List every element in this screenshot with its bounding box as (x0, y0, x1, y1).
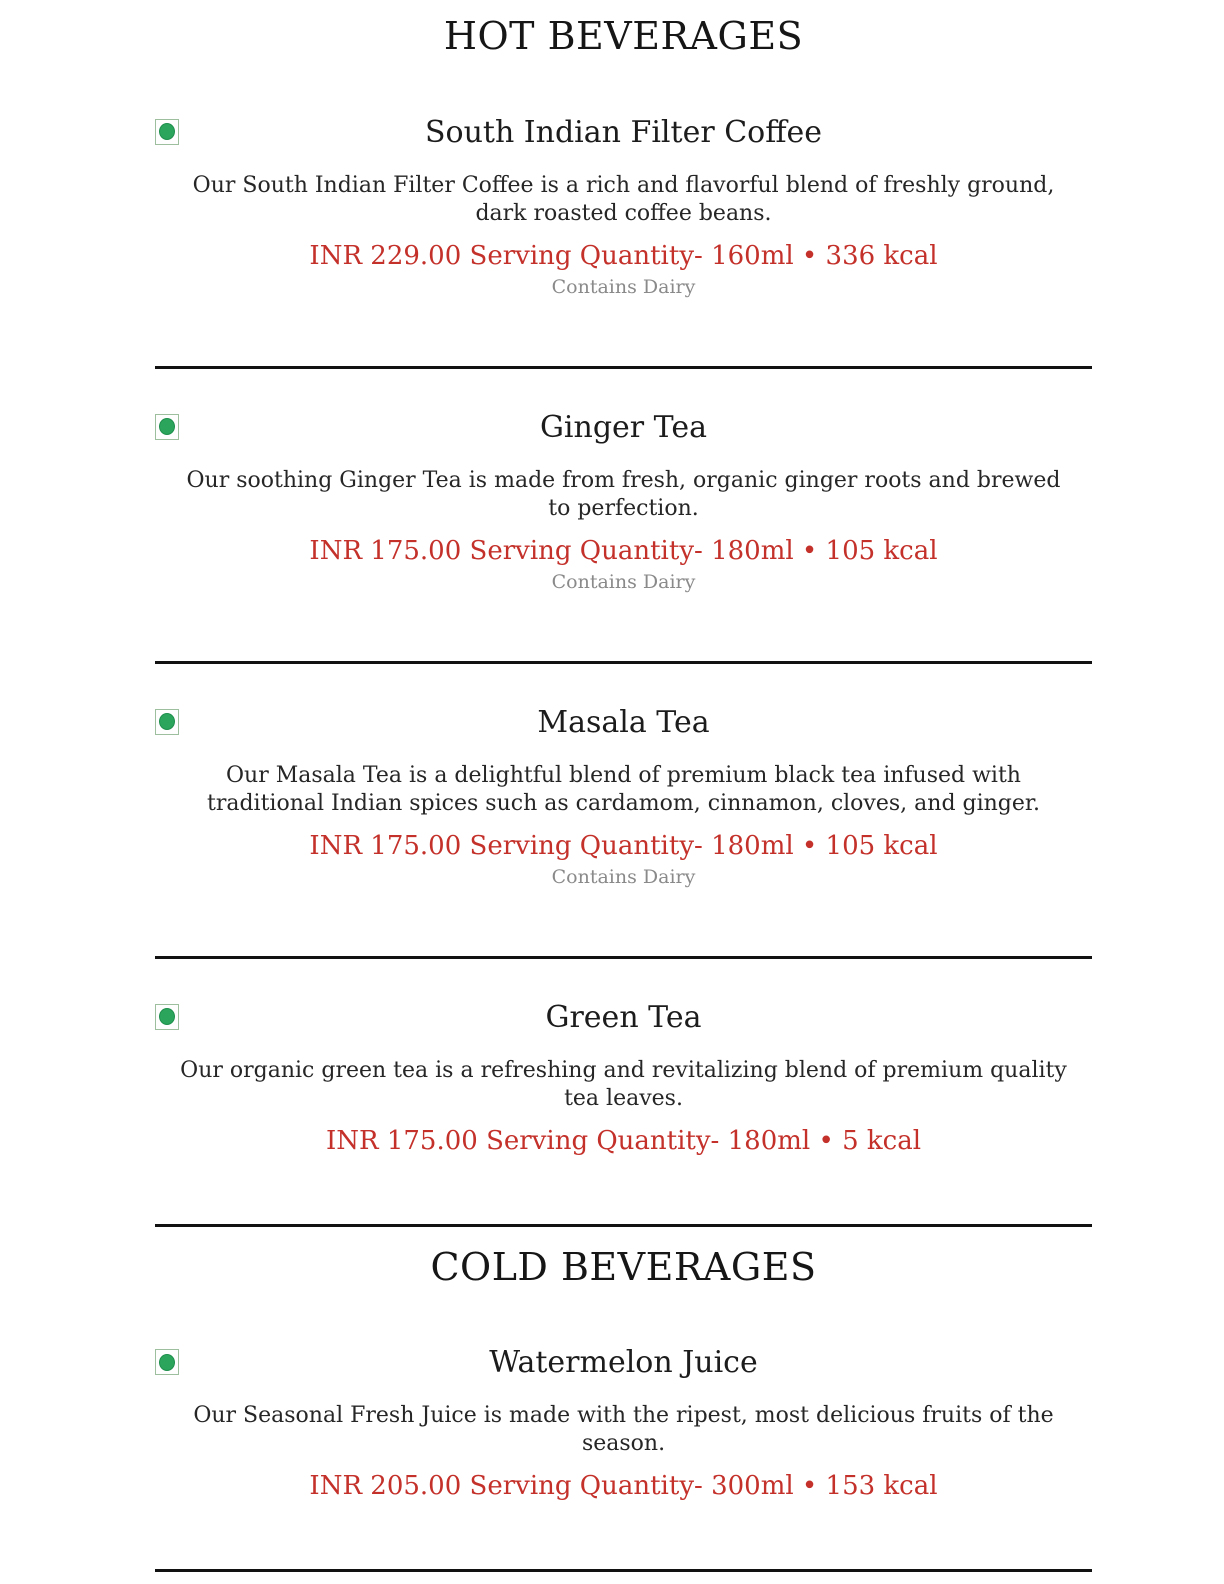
item-price-line: INR 175.00 Serving Quantity- 180ml • 5 kcal (325, 1125, 922, 1156)
veg-dot-icon (159, 713, 175, 730)
bottom-divider (155, 1569, 1092, 1572)
item-header (155, 1001, 1092, 1034)
item-allergen-note: Contains Dairy (551, 275, 696, 298)
veg-dot-icon (159, 123, 175, 140)
veg-indicator-icon (155, 119, 179, 145)
item-title: Green Tea (545, 999, 702, 1035)
veg-indicator-icon (155, 709, 179, 735)
item-allergen-note: Contains Dairy (551, 570, 696, 593)
item-price-line: INR 175.00 Serving Quantity- 180ml • 105 kcal (309, 830, 938, 861)
item-title: Masala Tea (537, 704, 710, 740)
veg-dot-icon (159, 1354, 175, 1371)
item-title: Ginger Tea (539, 409, 708, 445)
section-title-cold-beverages: COLD BEVERAGES (430, 1244, 817, 1289)
section-title-hot-beverages: HOT BEVERAGES (443, 14, 804, 58)
item-description: Our Masala Tea is a delightful blend of premium black tea infused with traditional Indian spices such as cardamom, cinnamon, cloves, and ginger. (206, 762, 1040, 816)
menu-item-watermelon-juice (155, 1346, 1092, 1501)
section-divider (155, 956, 1092, 959)
veg-dot-icon (159, 418, 175, 435)
menu-item-masala-tea (155, 706, 1092, 888)
veg-indicator-icon (155, 1349, 179, 1375)
menu-page (155, 0, 1092, 1572)
veg-dot-icon (159, 1008, 175, 1025)
menu-item-ginger-tea (155, 411, 1092, 593)
item-description: Our South Indian Filter Coffee is a rich and flavorful blend of freshly ground, dark roasted coffee beans. (192, 172, 1055, 226)
item-header (155, 116, 1092, 149)
veg-indicator-icon (155, 1004, 179, 1030)
item-header (155, 1346, 1092, 1379)
item-title: South Indian Filter Coffee (424, 114, 823, 150)
menu-item-green-tea (155, 1001, 1092, 1156)
veg-indicator-icon (155, 414, 179, 440)
item-header (155, 706, 1092, 739)
item-price-line: INR 175.00 Serving Quantity- 180ml • 105 kcal (309, 535, 938, 566)
item-description: Our organic green tea is a refreshing and revitalizing blend of premium quality tea leaves. (180, 1057, 1067, 1111)
item-allergen-note: Contains Dairy (551, 865, 696, 888)
section-divider (155, 366, 1092, 369)
menu-item-south-indian-filter-coffee (155, 116, 1092, 298)
item-title: Watermelon Juice (489, 1345, 758, 1381)
section-divider (155, 661, 1092, 664)
item-description: Our Seasonal Fresh Juice is made with the ripest, most delicious fruits of the season. (193, 1403, 1054, 1457)
item-header (155, 411, 1092, 444)
item-description: Our soothing Ginger Tea is made from fresh, organic ginger roots and brewed to perfection. (186, 467, 1061, 521)
item-price-line: INR 229.00 Serving Quantity- 160ml • 336 kcal (309, 240, 938, 271)
item-price-line: INR 205.00 Serving Quantity- 300ml • 153 kcal (309, 1471, 938, 1502)
